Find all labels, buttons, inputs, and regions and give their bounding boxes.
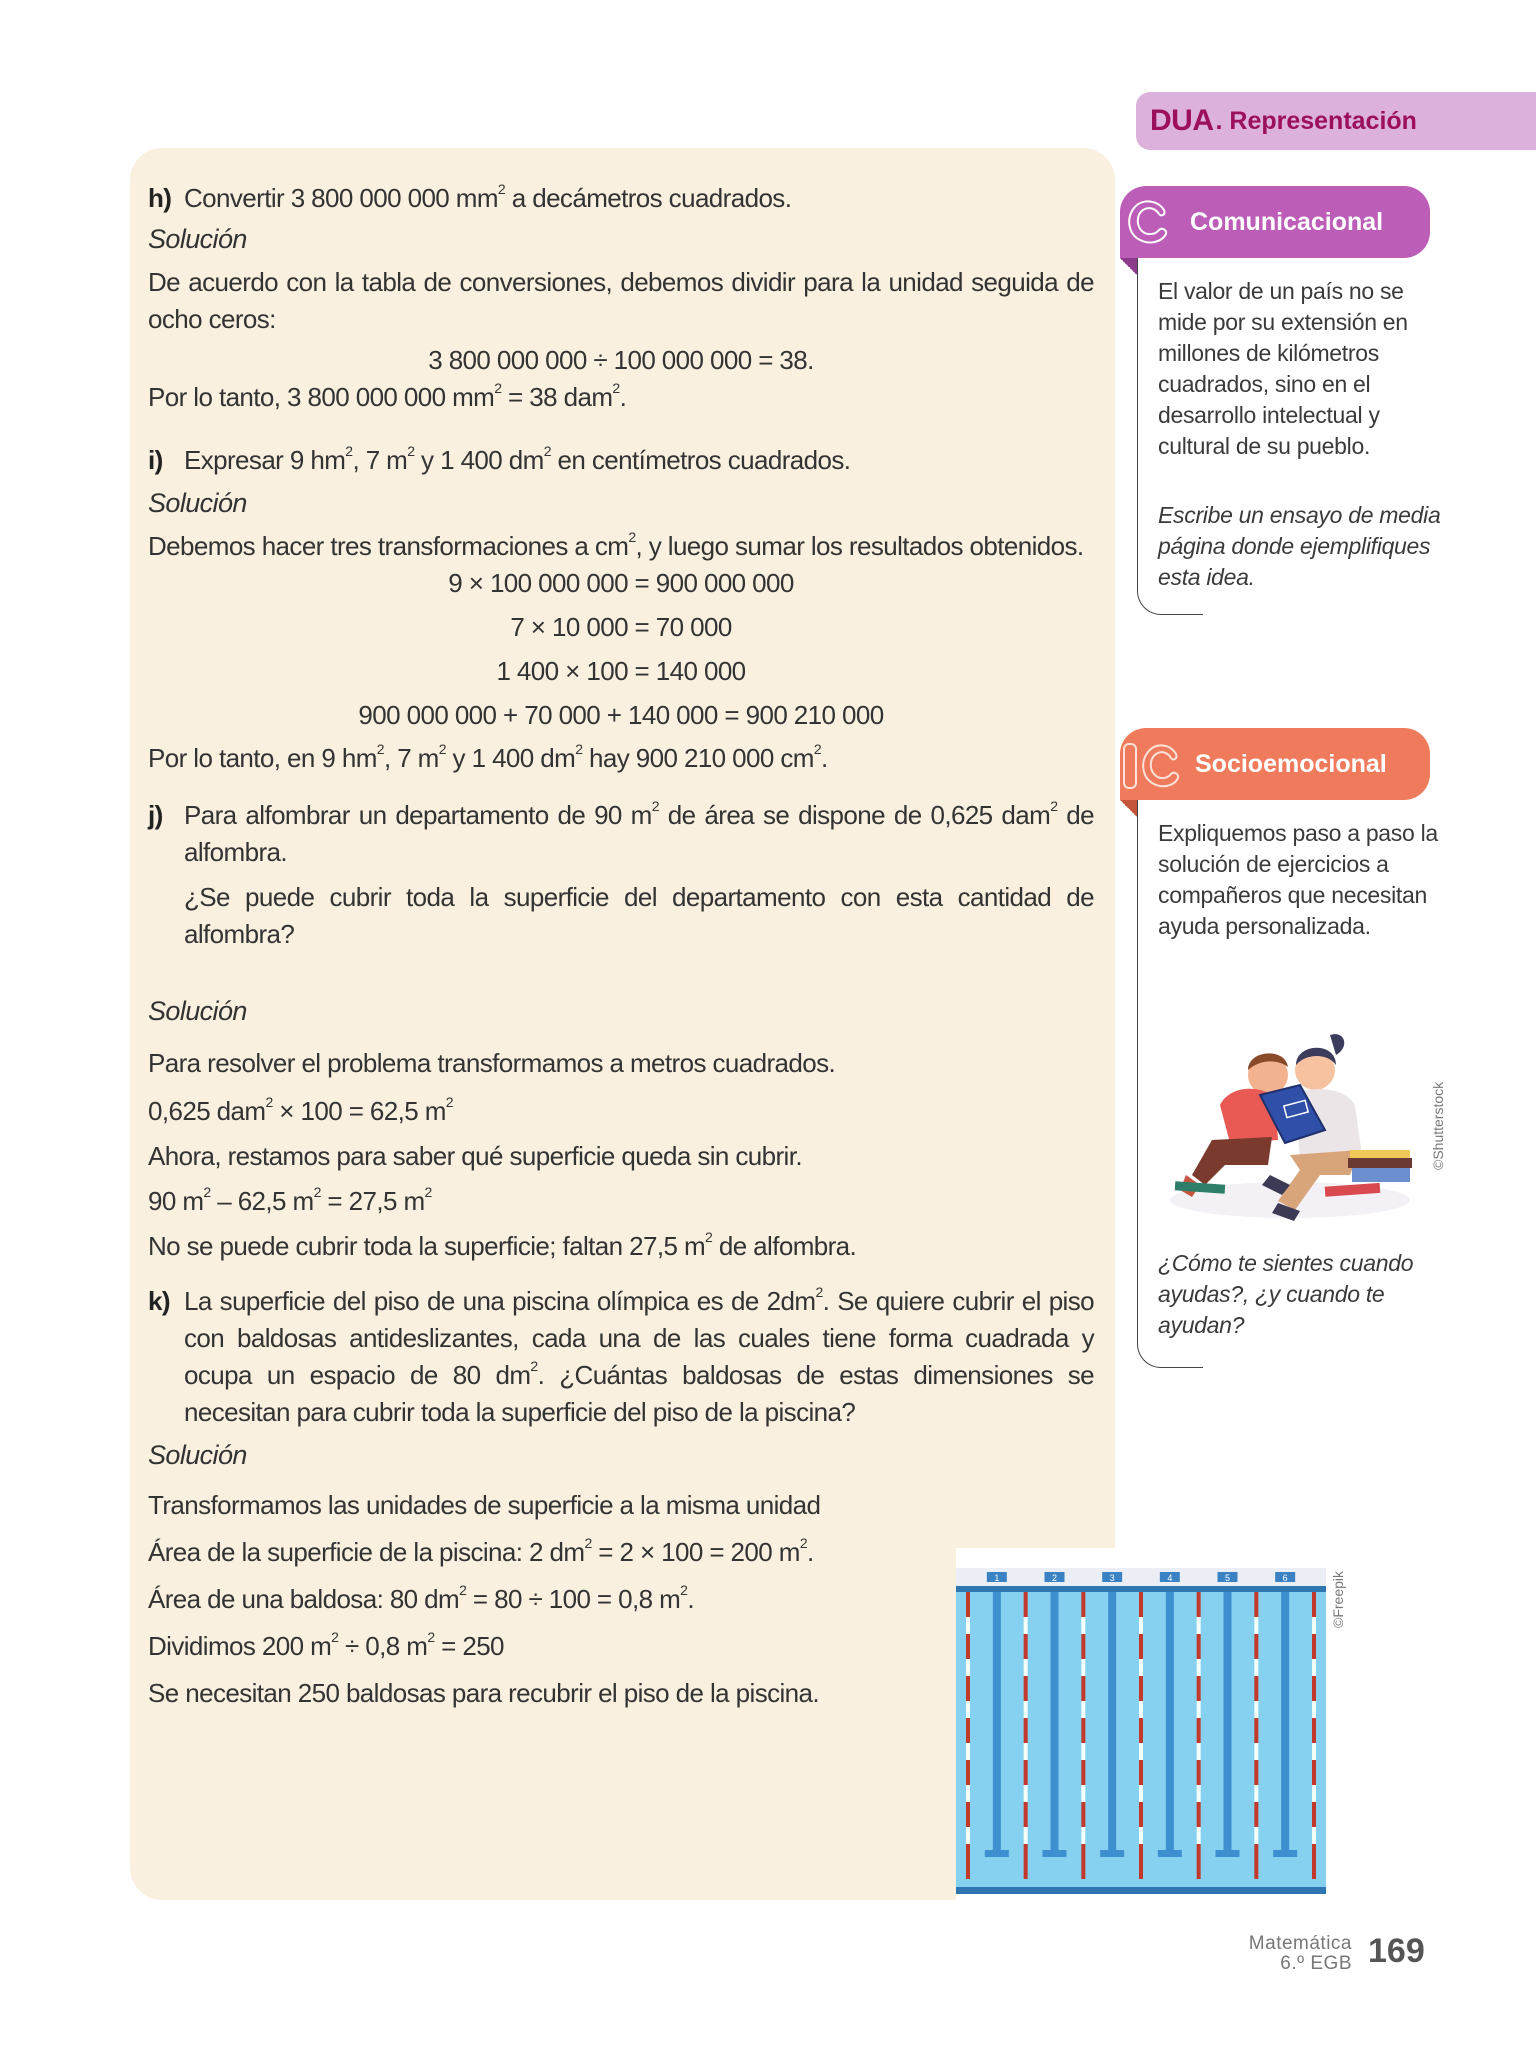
exercise-label: i)	[148, 445, 163, 475]
letters-ic-icon	[1120, 734, 1190, 794]
footer-grade: 6.º EGB	[1280, 1953, 1352, 1974]
calculation: Dividimos 200 $m^2 \div 0,8$ $m^2 = 250$	[148, 1629, 504, 1661]
socioemocional-question: ¿Cómo te sientes cuando ayudas?, ¿y cuando te ayudan?	[1158, 1250, 1414, 1338]
tab-label: Socioemocional	[1195, 749, 1387, 778]
dua-banner	[1136, 92, 1536, 150]
calculation: 7 × 10 000 = 70 000	[510, 612, 732, 642]
footer-subject: Matemática	[1248, 1933, 1352, 1954]
pool-edge-top	[956, 1586, 1326, 1592]
children-reading-illustration	[1150, 1025, 1420, 1225]
lane-number: 1	[994, 1573, 1000, 1583]
conclusion: Por lo tanto, 3 800 000 000 $mm^2 = 38$ dam$^2$.	[148, 380, 627, 412]
tab-socioemocional	[1120, 728, 1430, 800]
lane-number: 6	[1282, 1573, 1288, 1583]
lane-end-mark	[1273, 1850, 1297, 1857]
exercise-label: j)	[148, 800, 163, 830]
lane-number: 5	[1224, 1573, 1231, 1583]
conclusion: Se necesitan 250 baldosas para recubrir el piso de la piscina.	[148, 1678, 820, 1708]
lane-rope	[1081, 1592, 1085, 1879]
exercise-question: ¿Se puede cubrir toda la superficie del departamento con esta cantidad de alfombra?	[184, 882, 1094, 949]
lane-number: 3	[1109, 1573, 1115, 1583]
lane-line	[993, 1592, 1001, 1854]
solution-heading: Solución	[148, 996, 247, 1026]
exercise-i-statement: i) Expresar 9 $hm^2$, 7 $m^2$ y 1 400 $dm^2$ en centímetros cuadrados.	[148, 442, 1094, 479]
dua-subtitle: . Representación	[1215, 106, 1417, 135]
calculation: 1 400 × 100 = 140 000	[496, 656, 746, 686]
tab-fold	[1120, 258, 1138, 276]
calculation: 9 × 100 000 000 = 900 000 000	[448, 568, 794, 598]
swimming-pool-illustration	[956, 1548, 1326, 1900]
lane-rope	[1139, 1592, 1143, 1879]
exercise-label: h)	[148, 183, 172, 213]
book-blue	[1352, 1168, 1410, 1182]
lane-rope	[1197, 1592, 1201, 1879]
solution-text: Transformamos las unidades de superficie a la misma unidad	[148, 1490, 821, 1520]
solution-text: De acuerdo con la tabla de conversiones, debemos dividir para la unidad seguida de ocho ceros:	[148, 267, 1094, 334]
letter-c-icon	[1120, 192, 1180, 252]
socioemocional-text: Expliquemos paso a paso la solución de ejercicios a compañeros que necesitan ayuda personalizada.	[1158, 820, 1438, 939]
lane-end-mark	[1216, 1850, 1240, 1857]
calculation: 0,625 dam$^2$ × 100 = 62,5 $m^2$	[148, 1094, 453, 1126]
boy-pants	[1192, 1137, 1272, 1185]
pool-deck	[956, 1568, 1326, 1586]
book-green	[1175, 1181, 1226, 1193]
comunicacional-text: El valor de un país no se mide por su extensión en millones de kilómetros cuadrados, sino en el desarrollo intelectual y cultural de su pueblo.	[1158, 278, 1408, 459]
calculation: Área de una baldosa: 80 $dm^2 = 80 \div 100 = 0,8$ $m^2$.	[148, 1582, 694, 1614]
lane-rope	[966, 1592, 970, 1879]
calculation: Área de la superficie de la piscina: 2 $dm^2 = 2 \times 100 = 200$ $m^2$.	[148, 1535, 814, 1567]
calculation: 3 800 000 000 ÷ 100 000 000 = 38.	[428, 345, 814, 375]
page-number: 169	[1368, 1932, 1425, 1970]
calculation: 90 $m^2 - 62,5$ $m^2 = 27,5$ $m^2$	[148, 1184, 432, 1216]
tab-comunicacional	[1120, 186, 1430, 258]
lane-rope	[1254, 1592, 1258, 1879]
lane-end-mark	[1158, 1850, 1182, 1857]
tab-fold	[1120, 800, 1138, 818]
exercise-label: k)	[148, 1286, 170, 1316]
lane-line	[1051, 1592, 1059, 1854]
lane-number: 4	[1167, 1573, 1173, 1583]
lane-line	[1224, 1592, 1232, 1854]
lane-end-mark	[1043, 1850, 1067, 1857]
comunicacional-task: Escribe un ensayo de media página donde ejemplifiques esta idea.	[1158, 502, 1441, 590]
calculation: 900 000 000 + 70 000 + 140 000 = 900 210 000	[358, 700, 884, 730]
exercise-j-statement: j) Para alfombrar un departamento de 90 $m^2$ de área se dispone de 0,625 dam$^2$ de alfombra. ¿Se puede cubrir toda la superficie del departamento con esta cantidad de alfombra?	[148, 797, 1094, 953]
conclusion: Por lo tanto, en 9 $hm^2$, 7 $m^2$ y 1 400 $dm^2$ hay 900 210 000 $cm^2$.	[148, 741, 828, 773]
lane-line	[1281, 1592, 1289, 1854]
solution-text: Ahora, restamos para saber qué superficie queda sin cubrir.	[148, 1141, 802, 1171]
lane-rope	[1312, 1592, 1316, 1879]
tab-label: Comunicacional	[1190, 207, 1384, 236]
solution-heading: Solución	[148, 1440, 247, 1470]
book-yellow	[1350, 1150, 1410, 1158]
lane-line	[1166, 1592, 1174, 1854]
image-credit: ©Shutterstock	[1430, 1081, 1446, 1170]
solution-text: Debemos hacer tres transformaciones a $cm^2$, y luego sumar los resultados obtenidos.	[148, 529, 1084, 561]
lane-line	[1108, 1592, 1116, 1854]
book-brown	[1348, 1158, 1412, 1168]
exercise-content	[148, 180, 1094, 1712]
exercise-h-statement: h) Convertir 3 800 000 000 $mm^2$ a decámetros cuadrados.	[148, 180, 1094, 217]
pool-edge-bottom	[956, 1887, 1326, 1894]
dua-title: DUA	[1150, 104, 1214, 137]
lane-end-mark	[985, 1850, 1009, 1857]
lane-rope	[1024, 1592, 1028, 1879]
conclusion: No se puede cubrir toda la superficie; faltan 27,5 $m^2$ de alfombra.	[148, 1229, 857, 1261]
solution-text: Para resolver el problema transformamos a metros cuadrados.	[148, 1048, 836, 1078]
solution-heading: Solución	[148, 488, 247, 518]
solution-heading: Solución	[148, 224, 247, 254]
image-credit: ©Freepik	[1330, 1571, 1346, 1628]
lane-number: 2	[1051, 1573, 1058, 1583]
lane-end-mark	[1100, 1850, 1124, 1857]
exercise-k-statement: k) La superficie del piso de una piscina olímpica es de $2dm^2$. Se quiere cubrir el piso con baldosas antideslizantes, cada una de las cuales tiene forma cuadrada y ocupa un espacio de 80 $dm^2$. ¿Cuántas baldosas de estas dimensiones se necesitan para cubrir toda la superficie del piso de la piscina?	[148, 1283, 1094, 1431]
